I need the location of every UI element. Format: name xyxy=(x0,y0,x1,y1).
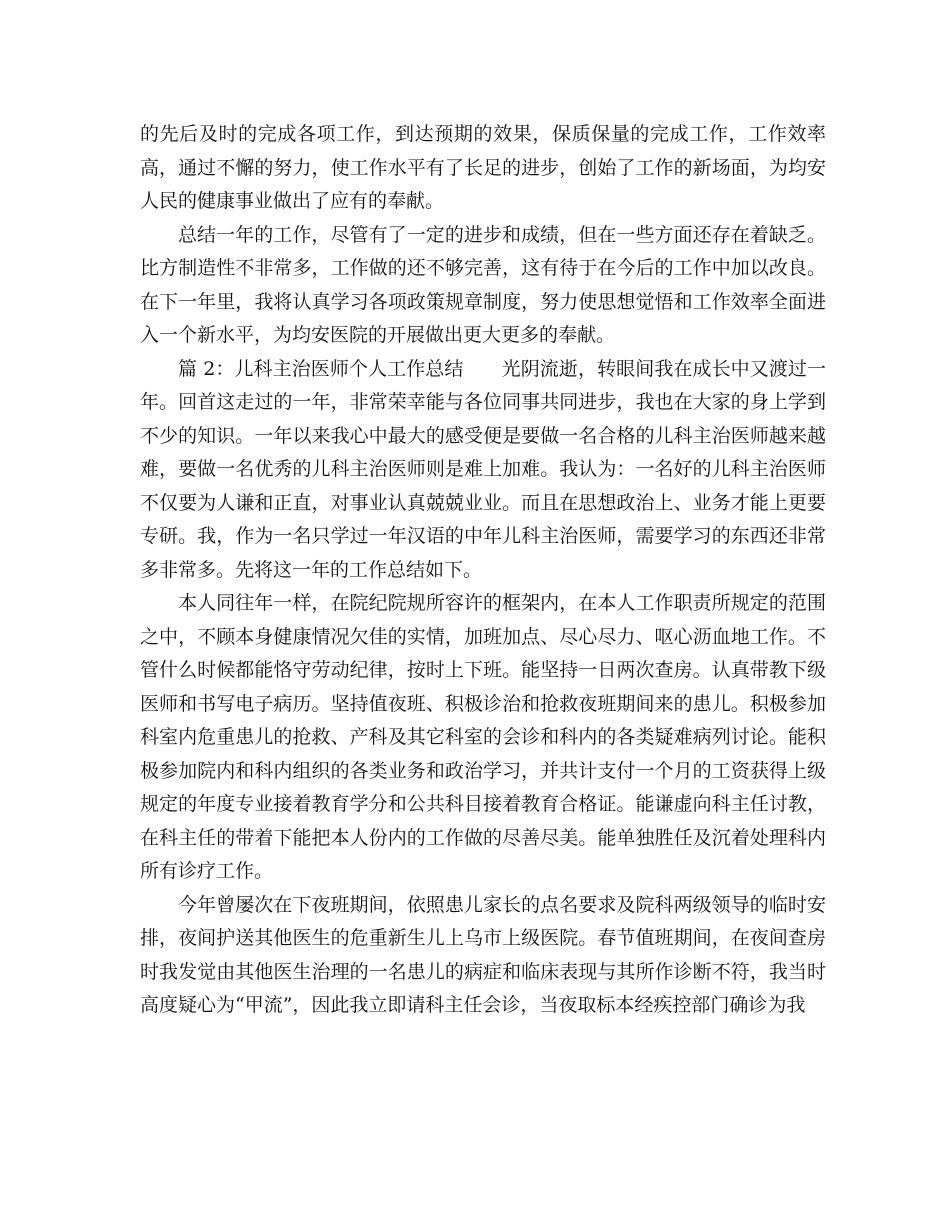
paragraph-3: 篇 2：儿科主治医师个人工作总结 光阴流逝，转眼间我在成长中又渡过一年。回首这走过的一年，非常荣幸能与各位同事共同进步，我也在大家的身上学到不少的知识。一年以来我心中最大的感受便是要做一名合格的儿科主治医师越来越难，要做一名优秀的儿科主治医师则是难上加难。我认为：一名好的儿科主治医师不仅要为人谦和正直，对事业认真兢兢业业。而且在思想政治上、业务才能上更要专研。我，作为一名只学过一年汉语的中年儿科主治医师，需要学习的东西还非常多非常多。先将这一年的工作总结如下。 xyxy=(140,357,826,581)
paragraph-4: 本人同往年一样，在院纪院规所容许的框架内，在本人工作职责所规定的范围之中，不顾本身健康情况欠佳的实情，加班加点、尽心尽力、呕心沥血地工作。不管什么时候都能恪守劳动纪律，按时上下班。能坚持一日两次查房。认真带教下级医师和书写电子病历。坚持值夜班、积极诊治和抢救夜班期间来的患儿。积极参加科室内危重患儿的抢救、产科及其它科室的会诊和科内的各类疑难病列讨论。能积极参加院内和科内组织的各类业务和政治学习，并共计支付一个月的工资获得上级规定的年度专业接着教育学分和公共科目接着教育合格证。能谦虚向科主任讨教，在科主任的带着下能把本人份内的工作做的尽善尽美。能单独胜任及沉着处理科内所有诊疗工作。 xyxy=(140,592,826,882)
paragraph-1: 的先后及时的完成各项工作，到达预期的效果，保质保量的完成工作，工作效率高，通过不懈的努力，使工作水平有了长足的进步，创始了工作的新场面，为均安人民的健康事业做出了应有的奉献。 xyxy=(140,123,826,212)
paragraph-2: 总结一年的工作，尽管有了一定的进步和成绩，但在一些方面还存在着缺乏。比方制造性不非常多，工作做的还不够完善，这有待于在今后的工作中加以改良。在下一年里，我将认真学习各项政策规章制度，努力使思想觉悟和工作效率全面进入一个新水平，为均安医院的开展做出更大更多的奉献。 xyxy=(140,223,826,346)
document-body xyxy=(140,118,826,1023)
paragraph-5: 今年曾屡次在下夜班期间，依照患儿家长的点名要求及院科两级领导的临时安排，夜间护送其他医生的危重新生儿上乌市上级医院。春节值班期间，在夜间查房时我发觉由其他医生治理的一名患儿的病症和临床表现与其所作诊断不符，我当时高度疑心为“甲流”，因此我立即请科主任会诊，当夜取标本经疾控部门确诊为我 xyxy=(140,893,826,1016)
